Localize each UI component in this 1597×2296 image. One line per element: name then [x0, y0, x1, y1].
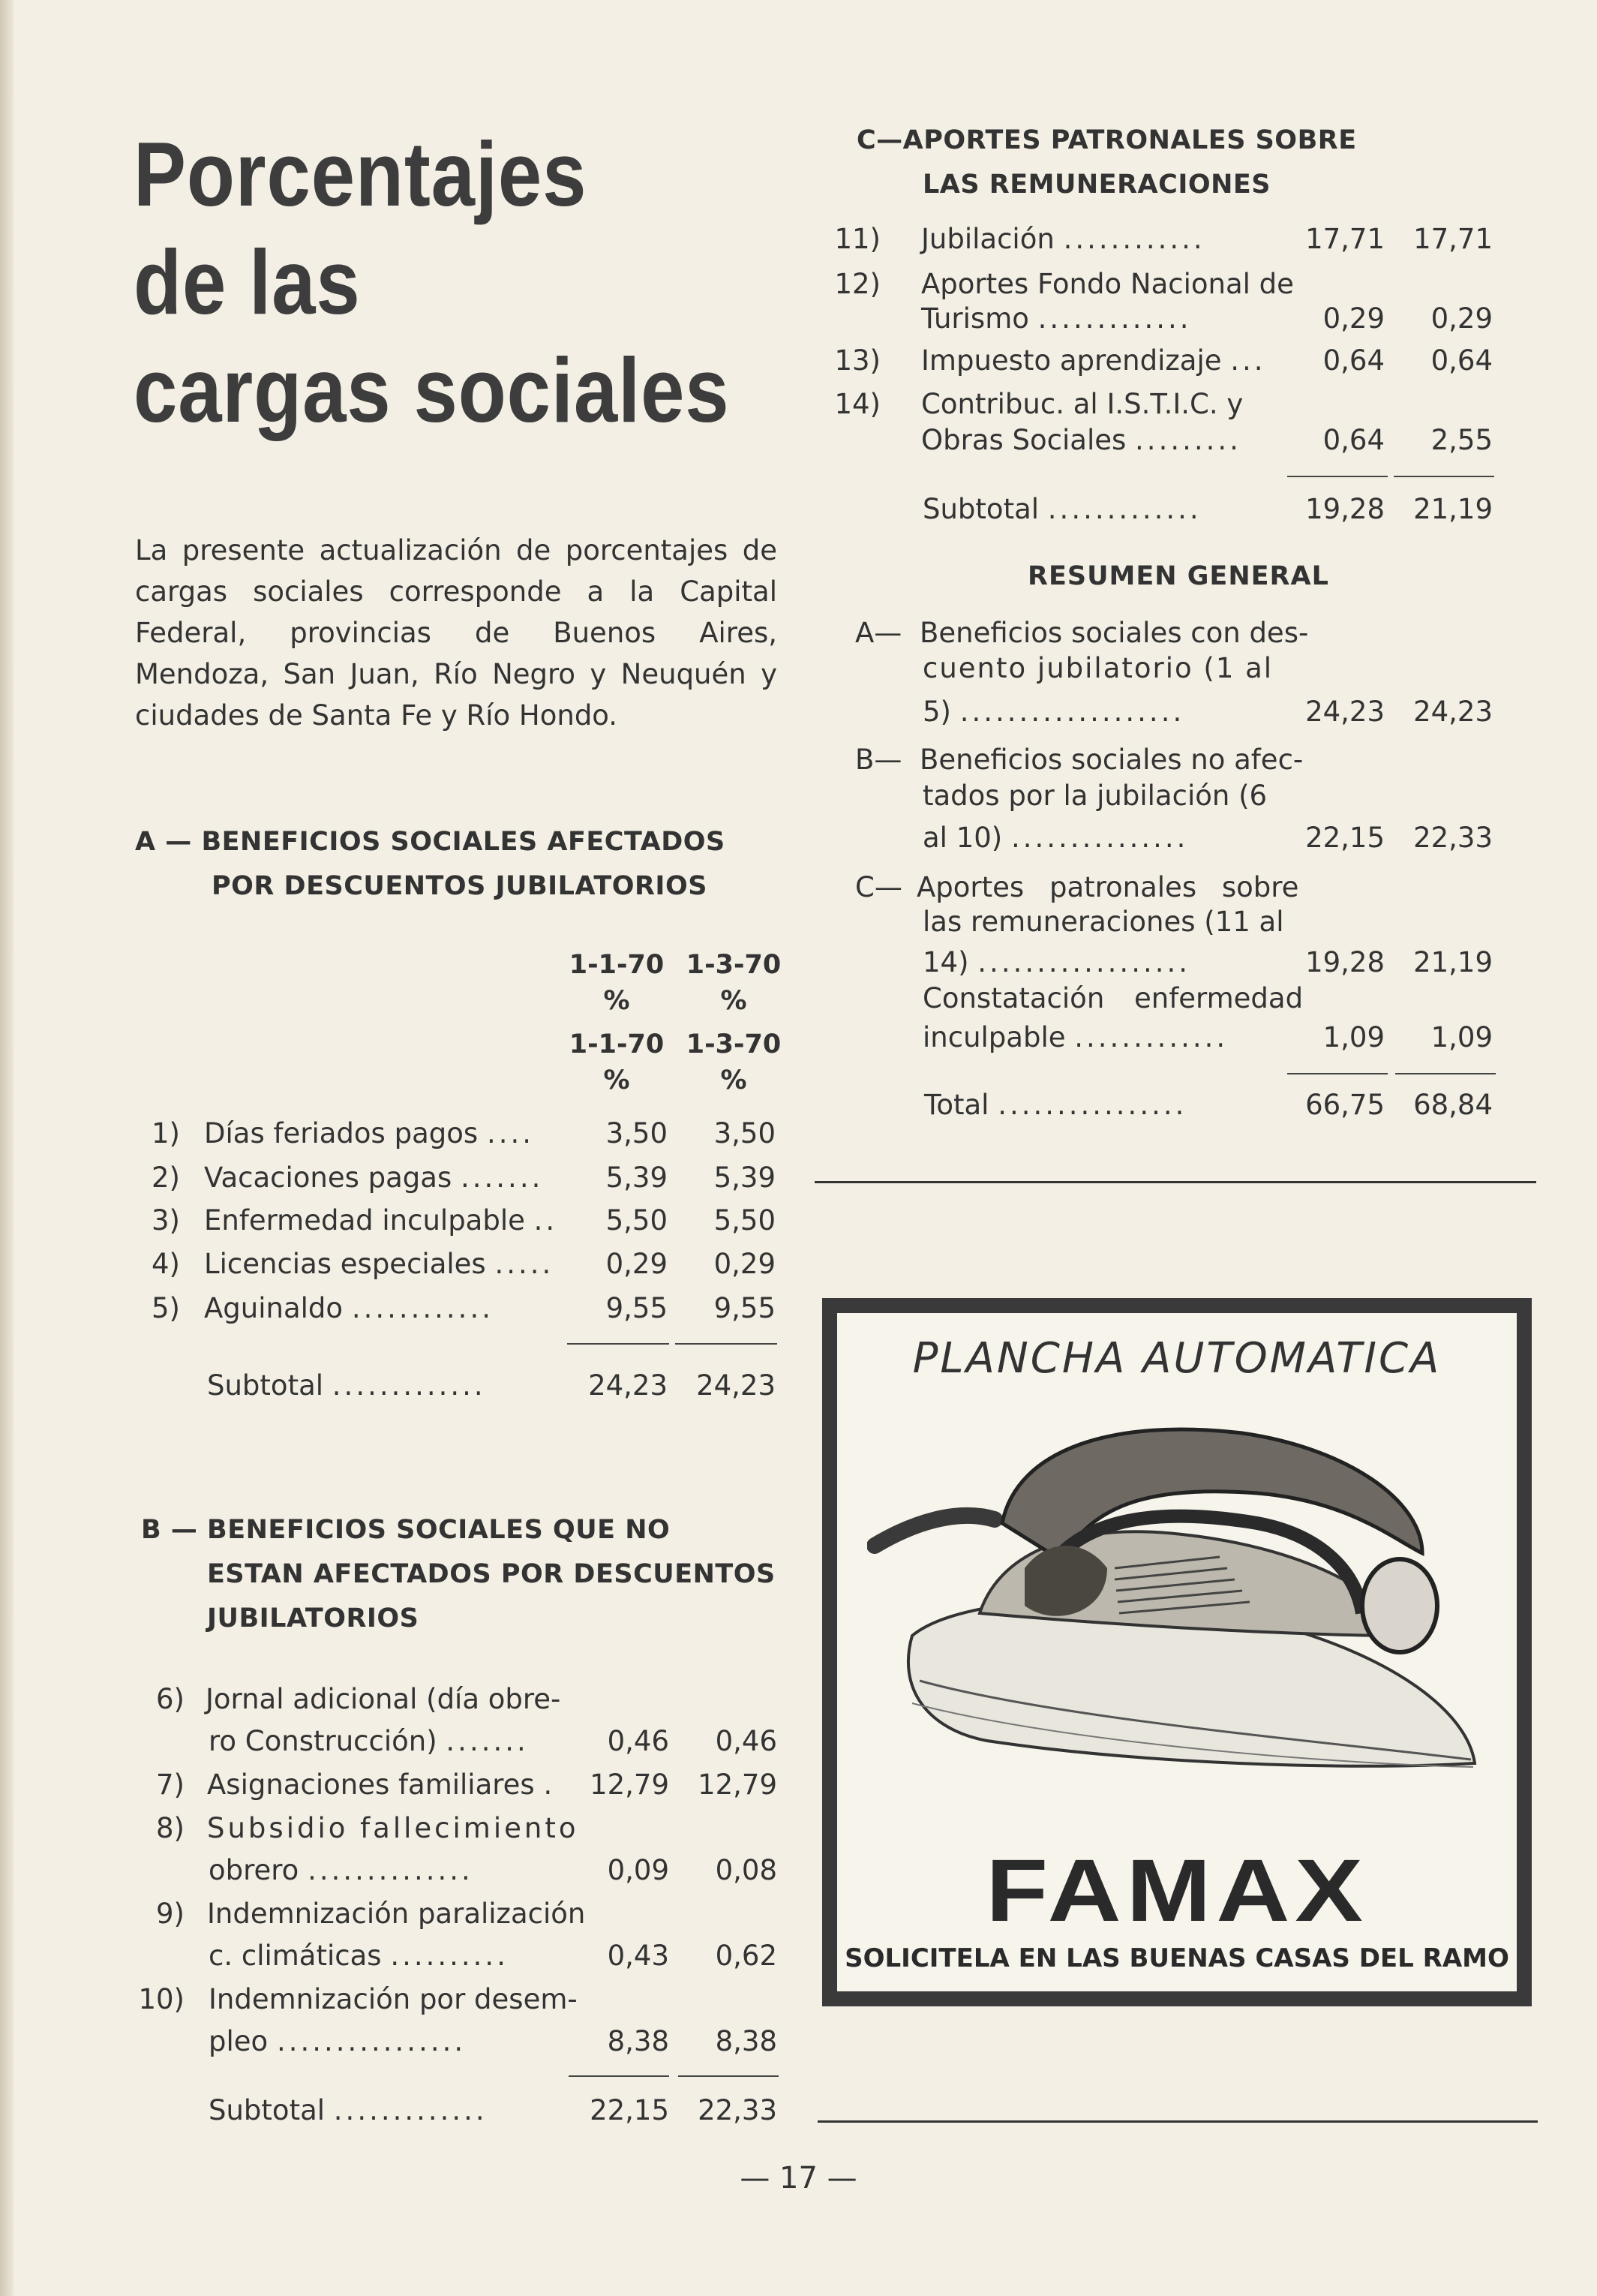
page-edge-shadow — [0, 0, 14, 2296]
row-label — [921, 419, 1241, 461]
value-1-1-70: 5,50 — [605, 1204, 668, 1237]
leader-dots: ............. — [332, 1369, 486, 1402]
leader-dots: .. — [533, 1204, 558, 1237]
title-line-1: Porcentajes — [134, 123, 587, 225]
row-label — [209, 1934, 509, 1977]
value-1-1-70: 9,55 — [605, 1292, 668, 1324]
subtotal-value-1: 24,23 — [588, 1369, 668, 1402]
row-label-text: Días feriados pagos — [204, 1117, 479, 1150]
summary-label-line-2: cuento jubilatorio (1 al — [923, 652, 1274, 684]
section-a-heading-line-1: A — BENEFICIOS SOCIALES AFECTADOS — [135, 827, 725, 857]
summary-label-line-2: inculpable — [923, 1021, 1066, 1053]
row-label — [209, 1849, 473, 1892]
value-1-1-70: 22,15 — [1305, 822, 1385, 854]
col-header-date-2-repeat — [681, 1026, 786, 1098]
value-1-1-70: 0,29 — [1322, 302, 1385, 335]
value-1-3-70: 0,46 — [715, 1725, 777, 1757]
row-label — [921, 339, 1266, 382]
row-number: 4) — [152, 1248, 180, 1280]
leader-dots: ....... — [461, 1162, 544, 1194]
row-label-line-1: Subsidio fallecimiento — [207, 1812, 579, 1844]
col-header-date-1-repeat-label: 1-1-70 — [569, 1029, 665, 1059]
subtotal-rule — [678, 2075, 779, 2077]
summary-letter: B— — [855, 744, 902, 776]
row-label-line-1: Indemnización paralización — [207, 1898, 586, 1930]
row-label-text: Vacaciones pagas — [204, 1162, 452, 1194]
leader-dots: ............. — [1074, 1021, 1229, 1053]
page-title — [134, 120, 730, 444]
leader-dots: .............. — [308, 1854, 473, 1886]
title-line-3: cargas sociales — [134, 339, 730, 441]
summary-letter: C— — [855, 871, 902, 903]
section-a-heading-line-2: POR DESCUENTOS JUBILATORIOS — [212, 871, 707, 901]
section-b-heading-line-2: ESTAN AFECTADOS POR DESCUENTOS — [207, 1559, 776, 1589]
value-1-1-70: 8,38 — [607, 2025, 669, 2057]
row-label-line-2: c. climáticas — [209, 1940, 382, 1972]
value-1-1-70: 17,71 — [1305, 223, 1385, 255]
section-b-heading — [141, 1508, 776, 1641]
value-1-3-70: 22,33 — [1413, 822, 1493, 854]
total-rule — [1287, 1073, 1388, 1074]
row-number: 9) — [156, 1898, 185, 1930]
subtotal-label-text: Subtotal — [923, 493, 1040, 525]
subtotal-rule — [567, 1343, 669, 1345]
summary-label-line-2: tados por la jubilación (6 — [923, 780, 1268, 812]
summary-label-line-1: Constatación enfermedad — [923, 982, 1304, 1014]
title-line-2: de las — [134, 231, 361, 333]
leader-dots: ... — [1230, 344, 1266, 377]
leader-dots: ......... — [1135, 424, 1241, 456]
leader-dots: ................ — [276, 2025, 467, 2057]
row-label-line-1: Impuesto aprendizaje — [921, 344, 1222, 377]
row-number: 12) — [834, 268, 881, 300]
leader-dots: ............. — [1037, 302, 1192, 335]
value-1-3-70: 0,29 — [1430, 302, 1493, 335]
summary-label-line-1: Beneficios sociales no afec- — [920, 744, 1304, 776]
row-label — [204, 1112, 534, 1155]
value-1-3-70: 24,23 — [1413, 696, 1493, 728]
summary-label — [923, 1016, 1228, 1059]
leader-dots: ............ — [351, 1292, 494, 1324]
summary-label — [923, 690, 1184, 733]
row-label-line-2: Turismo — [921, 302, 1029, 335]
row-label-line-1: Jornal adicional (día obre- — [206, 1683, 561, 1715]
value-1-1-70: 5,39 — [605, 1162, 668, 1194]
summary-label-line-2: las remuneraciones (11 al — [923, 906, 1284, 938]
value-1-3-70: 0,64 — [1430, 344, 1493, 377]
value-1-3-70: 0,08 — [715, 1854, 777, 1886]
value-1-1-70: 0,64 — [1322, 344, 1385, 377]
row-number: 8) — [156, 1812, 185, 1844]
column-divider-rule — [815, 1181, 1536, 1183]
row-number: 3) — [152, 1204, 180, 1237]
section-c-heading-line-1: C—APORTES PATRONALES SOBRE — [857, 125, 1357, 155]
value-1-3-70: 2,55 — [1430, 424, 1493, 456]
subtotal-label — [923, 488, 1202, 530]
ad-brand-logo: FAMAX — [986, 1841, 1368, 1940]
section-b-heading-line-1: B — BENEFICIOS SOCIALES QUE NO — [141, 1515, 671, 1545]
subtotal-rule — [675, 1343, 777, 1345]
subtotal-label-text: Subtotal — [209, 2094, 326, 2126]
row-label — [921, 297, 1192, 340]
row-label-line-1: Indemnización por desem- — [209, 1983, 578, 2015]
total-label — [924, 1083, 1187, 1126]
summary-label — [923, 816, 1188, 859]
row-label-line-1: Asignaciones familiares — [207, 1769, 535, 1801]
col-header-date-1-repeat — [564, 1026, 669, 1098]
leader-dots: .......... — [390, 1940, 509, 1972]
subtotal-rule — [1287, 476, 1388, 477]
row-number: 2) — [152, 1162, 180, 1194]
value-1-1-70: 3,50 — [605, 1117, 668, 1150]
value-1-3-70: 3,50 — [713, 1117, 776, 1150]
total-rule — [1395, 1073, 1496, 1074]
value-1-1-70: 12,79 — [590, 1769, 669, 1801]
summary-label-line-3: al 10) — [923, 822, 1003, 854]
section-b-heading-line-3: JUBILATORIOS — [207, 1603, 419, 1633]
section-c-heading-line-2: LAS REMUNERACIONES — [923, 170, 1271, 200]
value-1-1-70: 0,46 — [607, 1725, 669, 1757]
row-number: 13) — [834, 344, 881, 377]
row-label-text: Aguinaldo — [204, 1292, 344, 1324]
col-header-date-2-repeat-unit: % — [720, 1065, 747, 1095]
leader-dots: ....... — [446, 1725, 529, 1757]
row-label — [209, 2020, 466, 2063]
value-1-1-70: 0,64 — [1322, 424, 1385, 456]
iron-illustration-icon — [867, 1388, 1490, 1808]
row-label — [204, 1156, 543, 1199]
bottom-divider-rule — [818, 2120, 1538, 2123]
row-label-line-1: Jubilación — [921, 223, 1055, 255]
advertisement — [822, 1298, 1532, 2006]
page-number: — 17 — — [740, 2161, 857, 2195]
leader-dots: . — [543, 1769, 556, 1801]
subtotal-value-2: 21,19 — [1413, 493, 1493, 525]
value-1-3-70: 5,50 — [713, 1204, 776, 1237]
col-header-date-1-unit: % — [603, 986, 630, 1016]
row-label-text: Licencias especiales — [204, 1248, 486, 1280]
ad-title: PLANCHA AUTOMATICA — [912, 1334, 1442, 1383]
value-1-3-70: 0,62 — [715, 1940, 777, 1972]
col-header-date-1-repeat-unit: % — [603, 1065, 630, 1095]
row-label — [204, 1287, 494, 1330]
leader-dots: ............. — [333, 2094, 488, 2126]
value-1-1-70: 0,09 — [607, 1854, 669, 1886]
value-1-3-70: 17,71 — [1413, 223, 1493, 255]
subtotal-value-1: 19,28 — [1305, 493, 1385, 525]
resumen-general-heading: RESUMEN GENERAL — [1028, 561, 1329, 591]
row-label-line-2: Obras Sociales — [921, 424, 1127, 456]
row-label-line-1: Contribuc. al I.S.T.I.C. y — [921, 388, 1244, 420]
ad-slogan: SOLICITELA EN LAS BUENAS CASAS DEL RAMO — [845, 1943, 1509, 1973]
value-1-1-70: 24,23 — [1305, 696, 1385, 728]
total-value-1: 66,75 — [1305, 1089, 1385, 1121]
subtotal-rule — [1394, 476, 1494, 477]
section-c-heading — [857, 119, 1357, 207]
leader-dots: ............... — [1011, 822, 1189, 854]
row-number: 10) — [138, 1983, 185, 2015]
col-header-date-2-unit: % — [720, 986, 747, 1016]
value-1-1-70: 0,29 — [605, 1248, 668, 1280]
subtotal-rule — [569, 2075, 669, 2077]
total-value-2: 68,84 — [1413, 1089, 1493, 1121]
row-label — [921, 218, 1205, 260]
value-1-1-70: 0,43 — [607, 1940, 669, 1972]
row-label — [204, 1199, 557, 1242]
leader-dots: ............. — [1047, 493, 1202, 525]
col-header-date-2-repeat-label: 1-3-70 — [686, 1029, 782, 1059]
summary-label-line-3: 5) — [923, 696, 951, 728]
value-1-3-70: 9,55 — [713, 1292, 776, 1324]
summary-label-line-1: Beneficios sociales con des- — [920, 617, 1309, 649]
summary-letter: A— — [855, 617, 902, 649]
row-label-line-1: Aportes Fondo Nacional de — [921, 268, 1294, 300]
section-a-heading — [135, 820, 725, 909]
row-label-line-2: ro Construcción) — [209, 1725, 437, 1757]
row-label-text: Enfermedad inculpable — [204, 1204, 525, 1237]
intro-paragraph: La presente actualización de porcentajes de cargas sociales corresponde a la Capital Federal, provincias de Buenos Aires, Mendoza, San Juan, Río Negro y Neuquén y ciudades de Santa Fe y Río Hondo. — [135, 534, 777, 732]
subtotal-value-2: 22,33 — [698, 2094, 777, 2126]
col-header-date-1-label: 1-1-70 — [569, 950, 665, 980]
row-label-line-2: pleo — [209, 2025, 269, 2057]
leader-dots: .... — [486, 1117, 534, 1150]
row-number: 5) — [152, 1292, 180, 1324]
leader-dots: .................. — [977, 946, 1190, 978]
col-header-date-1 — [564, 947, 669, 1019]
subtotal-label — [209, 2089, 488, 2132]
value-1-3-70: 5,39 — [713, 1162, 776, 1194]
row-number: 7) — [156, 1769, 185, 1801]
value-1-3-70: 0,29 — [713, 1248, 776, 1280]
row-label — [207, 1763, 555, 1806]
total-label-text: Total — [924, 1089, 989, 1121]
col-header-date-2-label: 1-3-70 — [686, 950, 782, 980]
row-number: 14) — [834, 388, 881, 420]
leader-dots: ............ — [1063, 223, 1205, 255]
subtotal-label — [207, 1364, 486, 1407]
row-label — [209, 1720, 529, 1763]
value-1-3-70: 1,09 — [1430, 1021, 1493, 1053]
value-1-3-70: 8,38 — [715, 2025, 777, 2057]
value-1-1-70: 19,28 — [1305, 946, 1385, 978]
leader-dots: ................... — [959, 696, 1185, 728]
leader-dots: ................ — [998, 1089, 1187, 1121]
row-number: 6) — [156, 1683, 185, 1715]
value-1-3-70: 12,79 — [698, 1769, 777, 1801]
subtotal-value-1: 22,15 — [590, 2094, 669, 2126]
subtotal-label-text: Subtotal — [207, 1369, 324, 1402]
row-number: 11) — [834, 223, 881, 255]
leader-dots: ..... — [494, 1248, 554, 1280]
row-number: 1) — [152, 1117, 180, 1150]
value-1-3-70: 21,19 — [1413, 946, 1493, 978]
row-label-line-2: obrero — [209, 1854, 299, 1886]
summary-label-line-3: 14) — [923, 946, 969, 978]
row-label — [204, 1243, 554, 1285]
col-header-date-2 — [681, 947, 786, 1019]
summary-label-line-1: Aportes patronales sobre — [917, 871, 1299, 903]
value-1-1-70: 1,09 — [1322, 1021, 1385, 1053]
subtotal-value-2: 24,23 — [696, 1369, 776, 1402]
